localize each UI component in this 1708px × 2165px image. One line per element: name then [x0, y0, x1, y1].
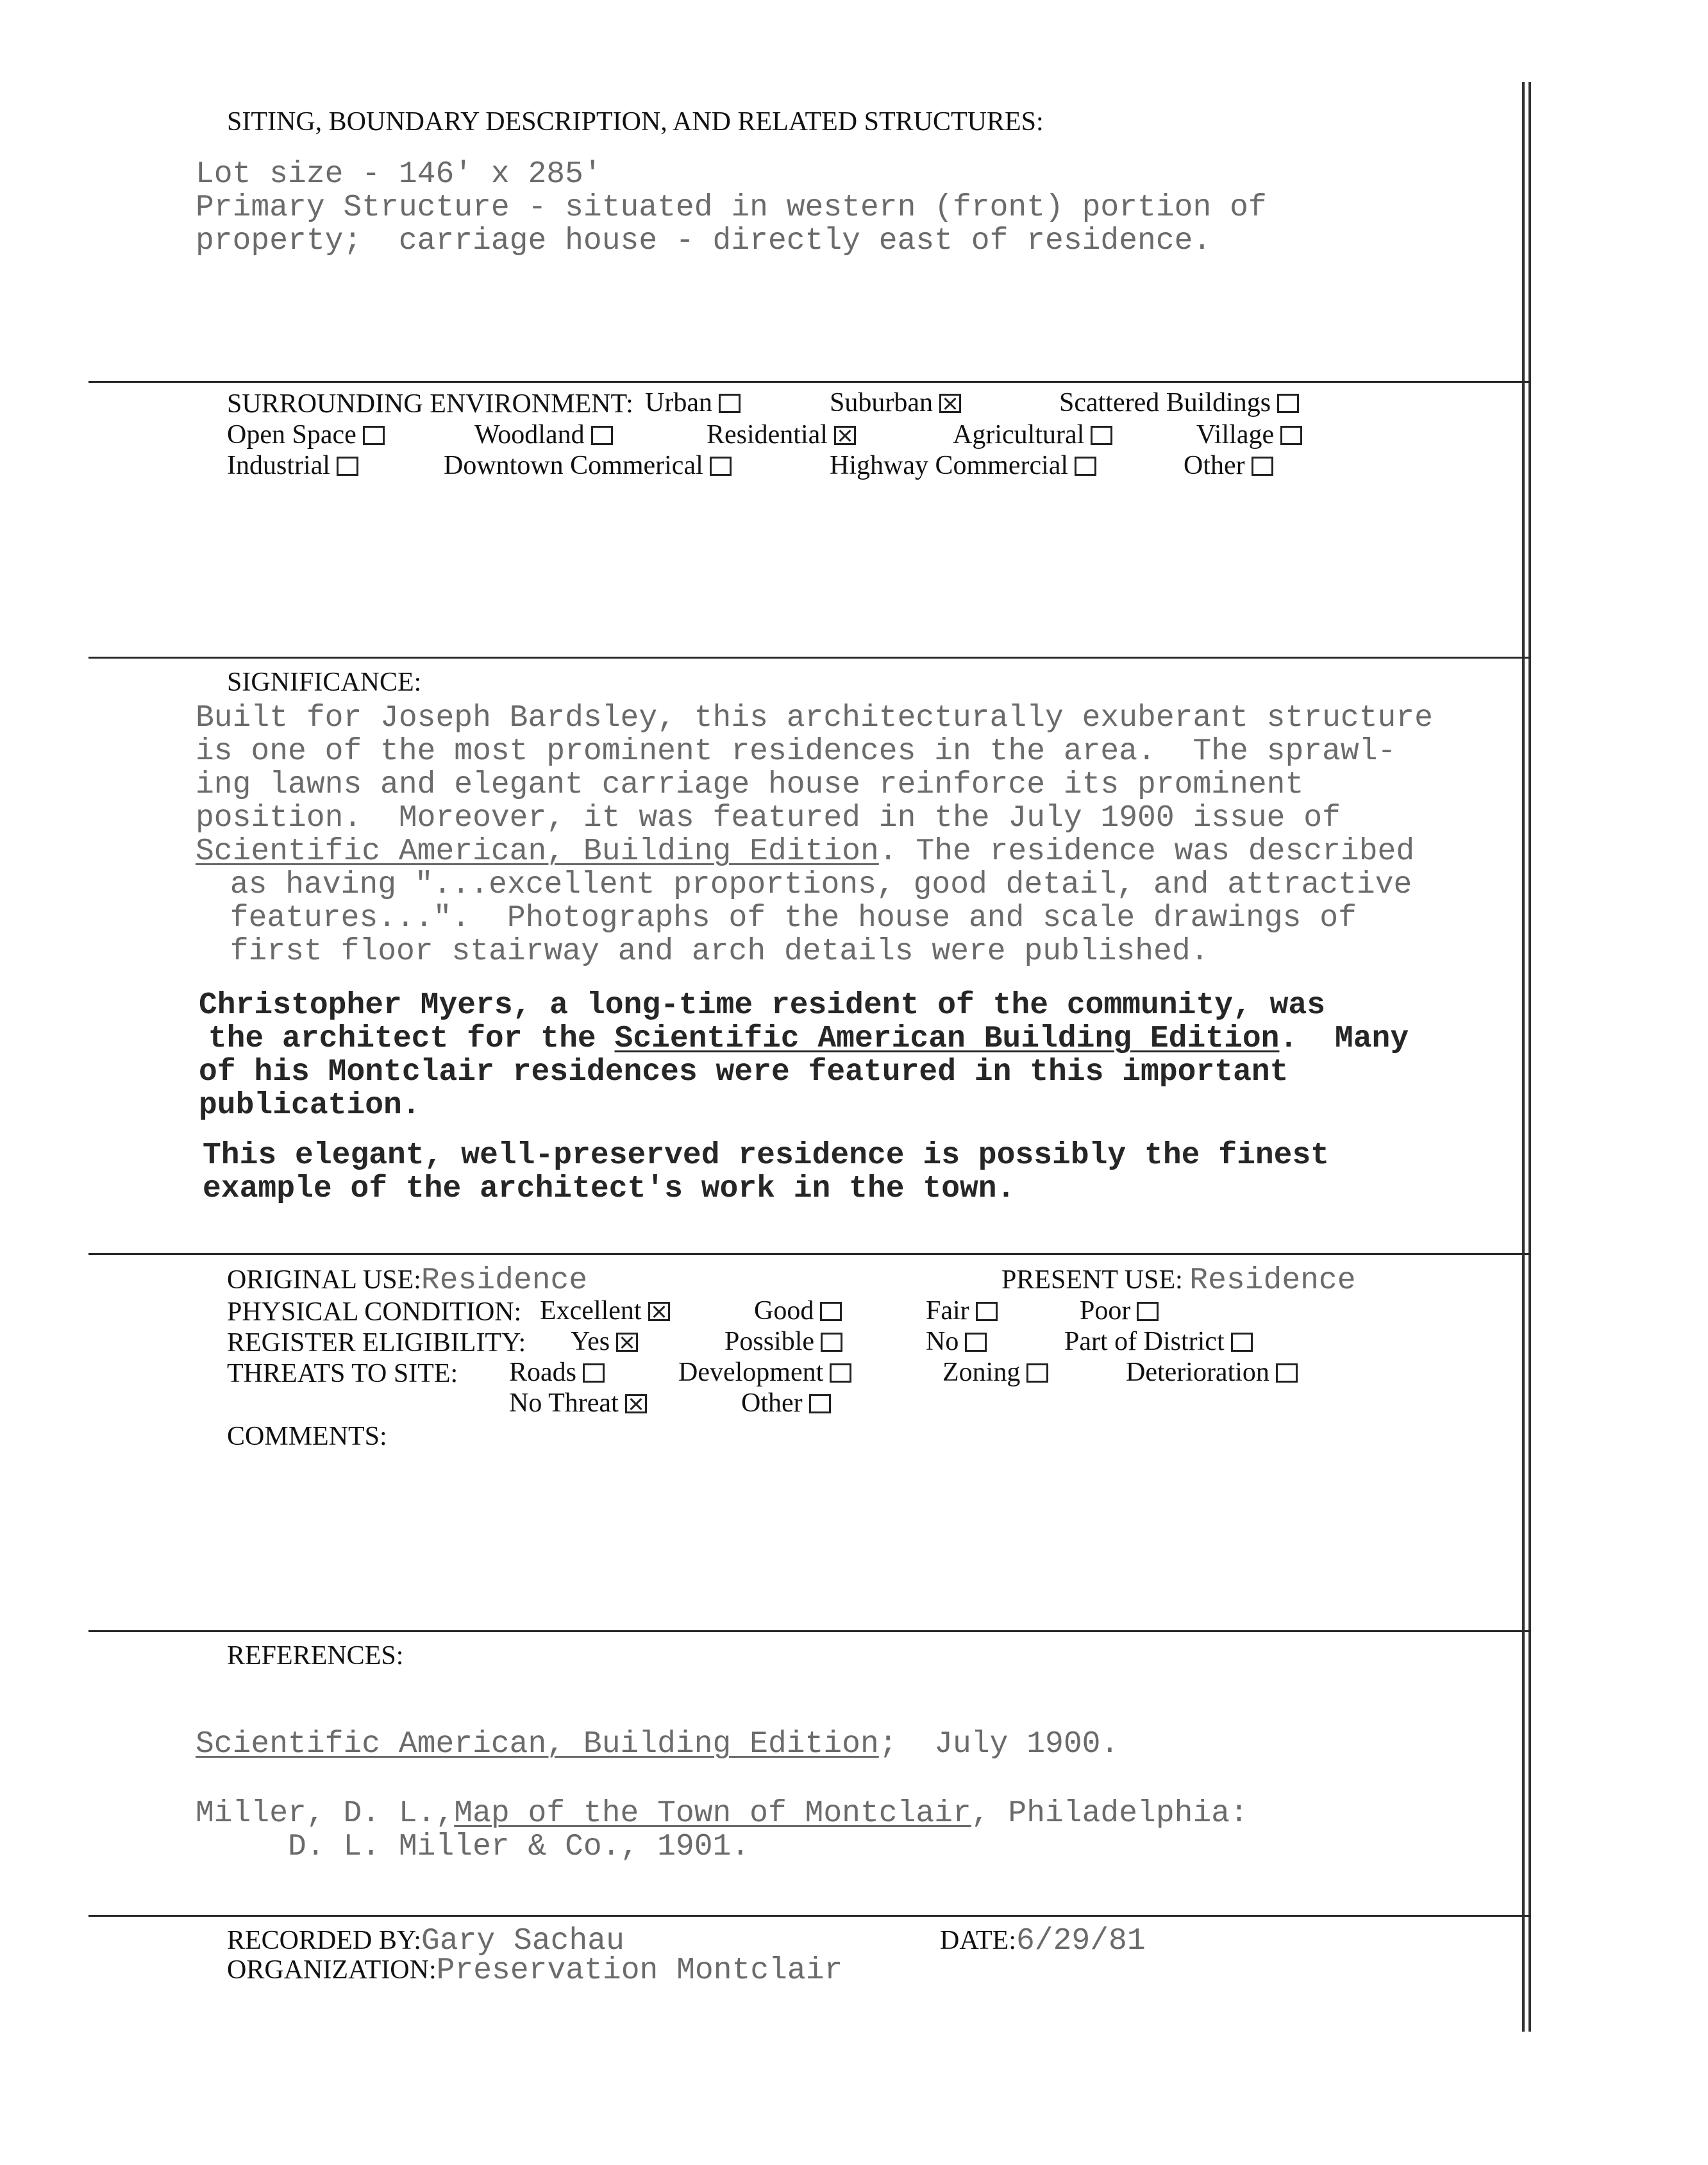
condition-poor[interactable]: Poor [1080, 1295, 1159, 1326]
significance-line-1: Built for Joseph Bardsley, this architecturally exuberant structure [196, 701, 1433, 736]
publication-title: Scientific American, Building Edition [196, 834, 879, 869]
section-divider [88, 1915, 1531, 1917]
env-option-highway-commercial[interactable]: Highway Commercial [830, 450, 1096, 481]
threat-no-threat[interactable]: No Threat [509, 1388, 647, 1419]
environment-heading: SURROUNDING ENVIRONMENT: [227, 389, 633, 419]
env-option-downtown-commercial[interactable]: Downtown Commerical [444, 450, 732, 481]
present-use-row: PRESENT USE: Residence [1001, 1263, 1356, 1298]
possible-checkbox[interactable] [821, 1333, 842, 1352]
good-checkbox[interactable] [820, 1302, 842, 1321]
reference-1-title: Scientific American, Building Edition [196, 1727, 879, 1762]
fair-checkbox[interactable] [976, 1302, 998, 1321]
siting-primary-structure: Primary Structure - situated in western (front) portion of [196, 190, 1267, 225]
highway-commercial-checkbox[interactable] [1075, 457, 1096, 476]
env-option-open-space[interactable]: Open Space [227, 419, 385, 450]
industrial-checkbox[interactable] [337, 457, 358, 476]
agricultural-checkbox[interactable] [1091, 426, 1112, 445]
scattered-buildings-checkbox[interactable] [1277, 394, 1299, 413]
threat-zoning[interactable]: Zoning [942, 1357, 1048, 1388]
no-checkbox[interactable] [965, 1333, 987, 1352]
publication-title: Scientific American Building Edition [614, 1022, 1280, 1056]
organization-row: ORGANIZATION:Preservation Montclair [227, 1953, 843, 1988]
urban-checkbox[interactable] [719, 394, 741, 413]
original-use-value[interactable]: Residence [421, 1263, 588, 1298]
excellent-checkbox[interactable] [648, 1302, 670, 1321]
architect-line-2: the architect for the Scientific American Building Edition. Many [190, 1022, 1409, 1056]
reference-1: Scientific American, Building Edition; July 1900. [196, 1727, 1119, 1762]
comments-label: COMMENTS: [227, 1422, 387, 1451]
siting-carriage-house: property; carriage house - directly east of residence. [196, 224, 1212, 258]
conclusion-line-1: This elegant, well-preserved residence is possibly the finest [203, 1138, 1330, 1173]
threats-label: THREATS TO SITE: [227, 1359, 458, 1388]
condition-good[interactable]: Good [754, 1295, 842, 1326]
architect-line-1: Christopher Myers, a long-time resident of the community, was [199, 988, 1326, 1023]
other-env-checkbox[interactable] [1252, 457, 1273, 476]
present-use-value[interactable]: Residence [1189, 1263, 1356, 1298]
significance-line-5: Scientific American, Building Edition. The residence was described [196, 834, 1415, 869]
siting-heading: SITING, BOUNDARY DESCRIPTION, AND RELATED STRUCTURES: [227, 107, 1044, 137]
eligibility-no[interactable]: No [926, 1326, 987, 1357]
woodland-checkbox[interactable] [591, 426, 613, 445]
significance-line-2: is one of the most prominent residences in the area. The sprawl- [196, 734, 1396, 769]
significance-heading: SIGNIFICANCE: [227, 668, 422, 697]
env-option-suburban[interactable]: Suburban [830, 387, 961, 418]
conclusion-line-2: example of the architect's work in the town. [203, 1172, 1016, 1206]
right-border-line-outer [1528, 82, 1531, 2032]
env-option-village[interactable]: Village [1196, 419, 1302, 450]
reference-2-publisher: D. L. Miller & Co., 1901. [196, 1830, 750, 1864]
eligibility-part-of-district[interactable]: Part of District [1064, 1326, 1253, 1357]
condition-excellent[interactable]: Excellent [540, 1295, 670, 1326]
architect-line-4: publication. [199, 1088, 421, 1123]
zoning-checkbox[interactable] [1026, 1363, 1048, 1383]
development-checkbox[interactable] [830, 1363, 851, 1383]
date-row: DATE:6/29/81 [940, 1924, 1146, 1959]
part-of-district-checkbox[interactable] [1231, 1333, 1253, 1352]
significance-line-3: ing lawns and elegant carriage house reinforce its prominent [196, 768, 1304, 802]
env-option-woodland[interactable]: Woodland [474, 419, 613, 450]
suburban-checkbox[interactable] [939, 394, 961, 413]
physical-condition-label: PHYSICAL CONDITION: [227, 1297, 522, 1327]
original-use-row: ORIGINAL USE:Residence [227, 1263, 588, 1298]
significance-line-8: first floor stairway and arch details were published. [212, 934, 1209, 969]
recorded-by-row: RECORDED BY:Gary Sachau [227, 1924, 624, 1959]
section-divider [88, 1253, 1531, 1255]
env-option-scattered-buildings[interactable]: Scattered Buildings [1059, 387, 1299, 418]
downtown-commercial-checkbox[interactable] [710, 457, 732, 476]
condition-fair[interactable]: Fair [926, 1295, 998, 1326]
env-option-other[interactable]: Other [1184, 450, 1273, 481]
section-divider [88, 1630, 1531, 1632]
references-heading: REFERENCES: [227, 1641, 404, 1671]
residential-checkbox[interactable] [834, 426, 856, 445]
significance-line-7: features...". Photographs of the house and scale drawings of [212, 901, 1357, 936]
register-eligibility-label: REGISTER ELIGIBILITY: [227, 1328, 526, 1358]
date-value[interactable]: 6/29/81 [1016, 1924, 1146, 1959]
env-option-urban[interactable]: Urban [645, 387, 741, 418]
reference-2: Miller, D. L.,Map of the Town of Montclair, Philadelphia: [196, 1796, 1248, 1831]
reference-2-title: Map of the Town of Montclair [454, 1796, 971, 1831]
siting-lot-size: Lot size - 146' x 285' [196, 157, 602, 192]
section-divider [88, 381, 1531, 383]
significance-line-6: as having "...excellent proportions, good detail, and attractive [212, 868, 1412, 902]
recorded-by-value[interactable]: Gary Sachau [421, 1924, 624, 1959]
threat-other[interactable]: Other [741, 1388, 831, 1419]
other-threat-checkbox[interactable] [809, 1394, 831, 1413]
poor-checkbox[interactable] [1137, 1302, 1159, 1321]
env-option-residential[interactable]: Residential [707, 419, 856, 450]
yes-checkbox[interactable] [616, 1333, 638, 1352]
section-divider [88, 657, 1531, 659]
architect-line-3: of his Montclair residences were featured in this important [199, 1055, 1289, 1090]
threat-roads[interactable]: Roads [509, 1357, 605, 1388]
organization-value[interactable]: Preservation Montclair [436, 1953, 843, 1988]
eligibility-yes[interactable]: Yes [571, 1326, 638, 1357]
village-checkbox[interactable] [1280, 426, 1302, 445]
env-option-agricultural[interactable]: Agricultural [953, 419, 1112, 450]
roads-checkbox[interactable] [583, 1363, 605, 1383]
no-threat-checkbox[interactable] [625, 1394, 647, 1413]
open-space-checkbox[interactable] [363, 426, 385, 445]
threat-deterioration[interactable]: Deterioration [1126, 1357, 1298, 1388]
deterioration-checkbox[interactable] [1276, 1363, 1298, 1383]
eligibility-possible[interactable]: Possible [724, 1326, 842, 1357]
threat-development[interactable]: Development [678, 1357, 851, 1388]
env-option-industrial[interactable]: Industrial [227, 450, 358, 481]
right-border-line [1522, 82, 1525, 2032]
significance-line-4: position. Moreover, it was featured in the July 1900 issue of [196, 801, 1341, 836]
